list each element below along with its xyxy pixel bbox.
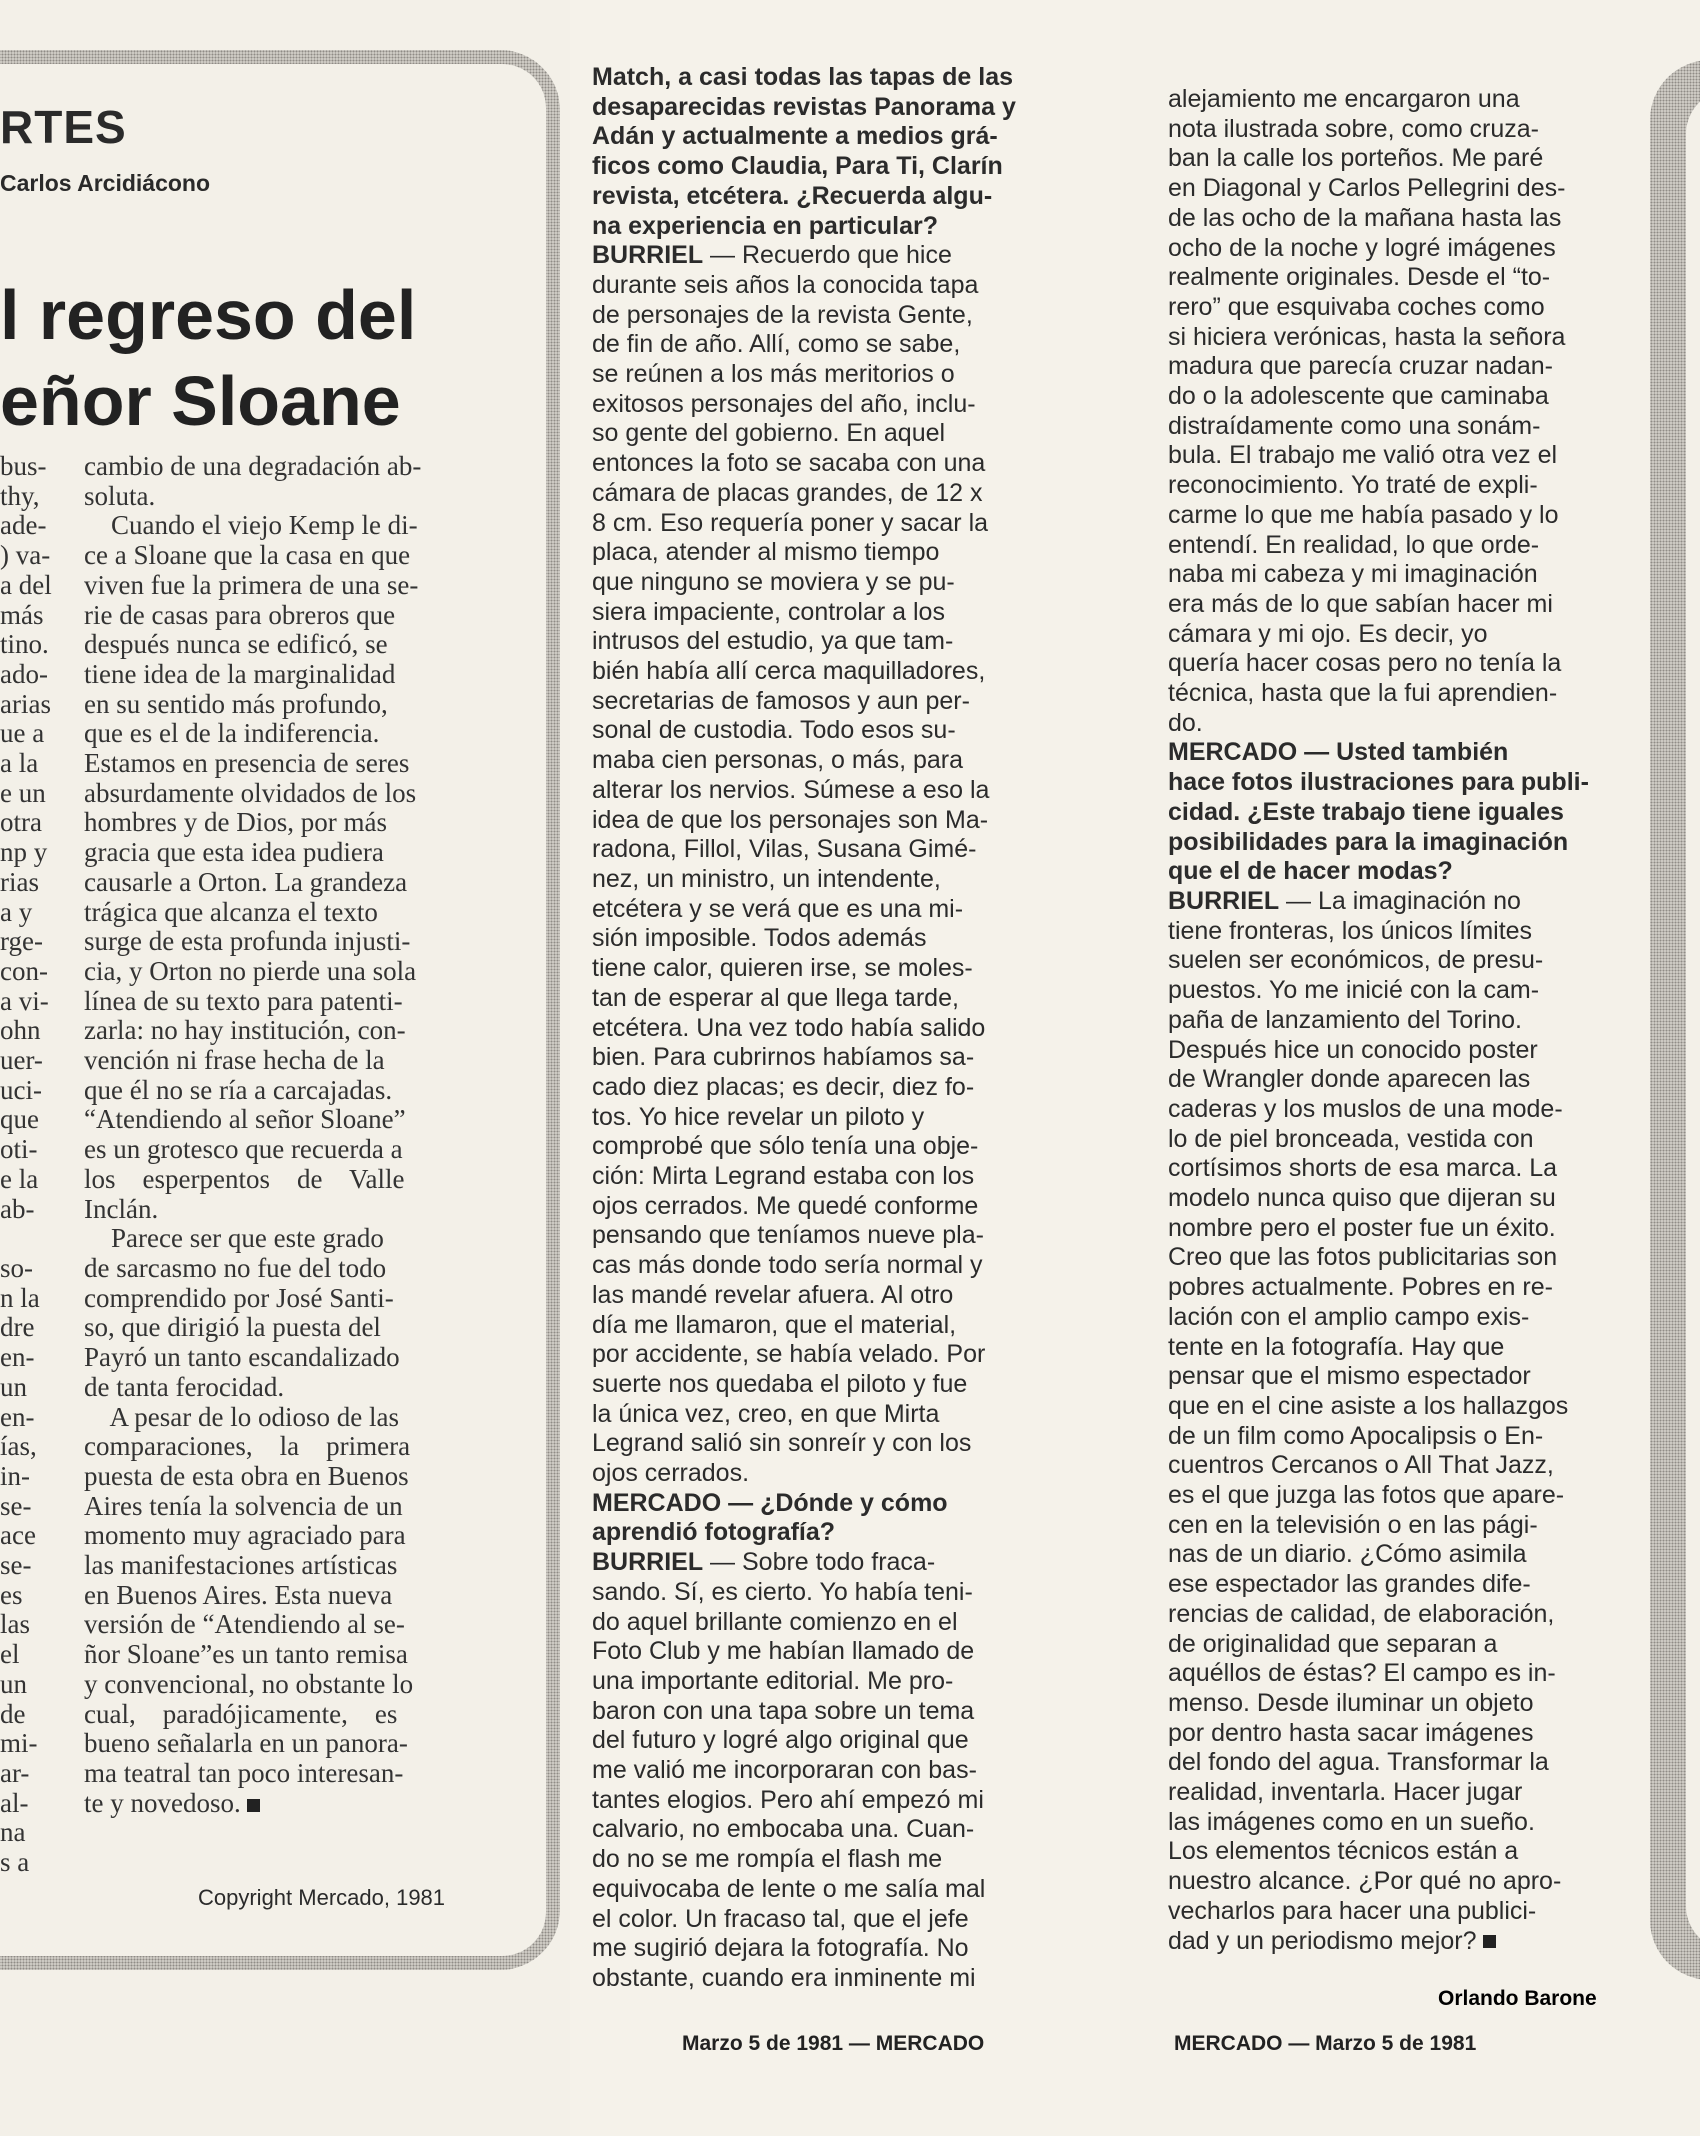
interview-column-middle <box>592 63 1016 1994</box>
answer-text: — Recuerdo que hice durante seis años la conocida tapa de personajes de la revista Gente, de fin de año. Allí, como se sabe, se reúnen a los más meritorios o exitosos personajes del año, inclu- so gente del gobierno. En aquel entonces la foto se sacaba con una cámara de placas grandes, de 12 x 8 cm. Eso requería poner y sacar la placa, atender al mismo tiempo que ninguno se moviera y se pu- siera impaciente, controlar a los intrusos del estudio, ya que tam- bién había allí cerca maquilladores, secretarias de famosos y aun per- sonal de custodia. Todo esos su- maba cien personas, o más, para alterar los nervios. Súmese a eso la idea de que los personajes son Ma- radona, Fillol, Vilas, Susana Gimé- nez, un ministro, un intendente, etcétera y se verá que es una mi- sión imposible. Todos además tiene calor, quieren irse, se moles- tan de esperar al que llega tarde, etcétera. Una vez todo había salido bien. Para cubrirnos habíamos sa- cado diez placas; es decir, diez fo- tos. Yo hice revelar un piloto y comprobé que sólo tenía una obje- ción: Mirta Legrand estaba con los ojos cerrados. Me quedé conforme pensando que teníamos nueve pla- cas más donde todo sería normal y las mandé revelar afuera. Al otro día me llamaron, que el material, por accidente, se había velado. Por suerte nos quedaba el piloto y fue la única vez, creo, en que Mirta Legrand salió sin sonreír y con los ojos cerrados. <box>592 241 990 1488</box>
review-body-column <box>84 452 421 1818</box>
byline: Carlos Arcidiácono <box>0 170 211 196</box>
answer-text: alejamiento me encargaron una nota ilustrada sobre, como cruza- ban la calle los porteños. Me paré en Diagonal y Carlos Pellegrini des- de las ocho de la mañana hasta las ocho de la noche y logré imágenes realmente originales. Desde el “to- rero” que esquivaba coches como si hiciera verónicas, hasta la señora madura que parecía cruzar nadan- do o la adolescente que caminaba distraídamente como una sonám- bula. El trabajo me valió otra vez el reconocimiento. Yo traté de expli- carme lo que me había pasado y lo entendí. En realidad, lo que orde- naba mi cabeza y mi imaginación era más de lo que sabían hacer mi cámara y mi ojo. Es decir, yo quería hacer cosas pero no tenía la técnica, hasta que la fui aprendien- do. <box>1168 85 1566 737</box>
end-of-article-mark <box>247 1799 260 1812</box>
answer-text: — Sobre todo fraca- sando. Sí, es cierto. Yo había teni- do aquel brillante comienzo en el Foto Club y me habían llamado de una importante editorial. Me pro- baron con una tapa sobre un tema del futuro y logré algo original que me valió me incorporaran con bas- tantes elogios. Pero ahí empezó mi calvario, no embocaba una. Cuan- do no se me rompía el flash me equivocaba de lente o me salía mal el color. Un fracaso tal, que el jefe me sugirió dejara la fotografía. No obstante, cuando era inminente mi <box>592 1548 986 1992</box>
page-footer-middle: Marzo 5 de 1981 — MERCADO <box>682 2032 985 2055</box>
review-body-text: cambio de una degradación ab- soluta. Cuando el viejo Kemp le di- ce a Sloane que la casa en que viven fue la primera de una se- rie de casas para obreros que después nunca se edificó, se tiene idea de la marginalidad en su sentido más profundo, que es el de la indiferencia. Estamos en presencia de seres absurdamente olvidados de los hombres y de Dios, por más gracia que esta idea pudiera causarle a Orton. La grandeza trágica que alcanza el texto surge de esta profunda injusti- cia, y Orton no pierde una sola línea de su texto para patenti- zarla: no hay institución, con- vención ni frase hecha de la que él no se ría a carcajadas. “Atendiendo al señor Sloane” es un grotesco que recuerda a los esperpentos de Valle Inclán. Parece ser que este grado de sarcasmo no fue del todo comprendido por José Santi- so, que dirigió la puesta del Payró un tanto escandalizado de tanta ferocidad. A pesar de lo odioso de las comparaciones, la primera puesta de esta obra en Buenos Aires tenía la solvencia de un momento muy agraciado para las manifestaciones artísticas en Buenos Aires. Esta nueva versión de “Atendiendo al se- ñor Sloane”es un tanto remisa y convencional, no obstante lo cual, paradójicamente, es bueno señalarla en un panora- ma teatral tan poco interesan- te y novedoso. <box>84 451 422 1818</box>
right-page <box>1120 0 1700 2136</box>
copyright-note: Copyright Mercado, 1981 <box>198 1885 446 1910</box>
headline-line-2: eñor Sloane <box>0 362 401 440</box>
answer-text: — La imaginación no tiene fronteras, los únicos límites suelen ser económicos, de presu- puestos. Yo me inicié con la cam- paña de lanzamiento del Torino. Después hice un conocido poster de Wrangler donde aparecen las caderas y los muslos de una mode- lo de piel bronceada, vestida con cortísimos shorts de esa marca. La modelo nunca quiso que dijeran su nombre pero el poster fue un éxito. Creo que las fotos publicitarias son pobres actualmente. Pobres en re- lación con el amplio campo exis- tente en la fotografía. Hay que pensar que el mismo espectador que en el cine asiste a los hallazgos de un film como Apocalipsis o En- cuentros Cercanos o All That Jazz, es el que juzga las fotos que apare- cen en la televisión o en las pági- nas de un diario. ¿Cómo asimila ese espectador las grandes dife- rencias de calidad, de elaboración, de originalidad que separan a aquéllos de éstas? El campo es in- menso. Desde iluminar un objeto por dentro hasta sacar imágenes del fondo del agua. Transformar la realidad, inventarla. Hacer jugar las imágenes como en un sueño. Los elementos técnicos están a nuestro alcance. ¿Por qué no apro- vecharlos para hacer una publici- dad y un periodismo mejor? <box>1168 886 1569 1955</box>
question-intro: Match, a casi todas las tapas de las desaparecidas revistas Panorama y Adán y actualmente a medios grá- ficos como Claudia, Para Ti, Clarín revista, etcétera. ¿Recuerda algu- na experiencia en particular? <box>592 63 1016 240</box>
question-text: — ¿Dónde y cómo aprendió fotografía? <box>592 1488 948 1547</box>
page-footer-right: MERCADO — Marzo 5 de 1981 <box>1174 2032 1477 2055</box>
headline-line-1: l regreso del <box>0 276 417 354</box>
left-page <box>0 0 570 2136</box>
speaker-label: BURRIEL <box>592 241 704 270</box>
speaker-label: BURRIEL <box>1168 886 1280 915</box>
speaker-label: MERCADO <box>592 1488 722 1517</box>
end-of-article-mark <box>1483 1935 1496 1948</box>
speaker-label: MERCADO <box>1168 738 1298 767</box>
cropped-column-fragments: bus- thy, ade- ) va- a del más tino. ado- arias ue a a la e un otra np y rias a y rge- con- a vi- ohn uer- uci- que oti- e la ab- so- n la dre en- un en- ías, in- se- ace se- es las el un de mi- ar- al- na s a <box>0 451 52 1878</box>
question-text: — Usted también hace fotos ilustraciones para publi- cidad. ¿Este trabajo tiene iguales posibilidades para la imaginación que el de hacer modas? <box>1168 738 1589 886</box>
article-headline <box>0 272 416 444</box>
section-label: RTES <box>0 101 127 153</box>
middle-page <box>570 0 1120 2136</box>
interview-column-right <box>1168 85 1589 1956</box>
author-signature: Orlando Barone <box>1438 1987 1597 2010</box>
speaker-label: BURRIEL <box>592 1548 704 1577</box>
right-page-dotted-frame <box>1650 60 1700 1980</box>
